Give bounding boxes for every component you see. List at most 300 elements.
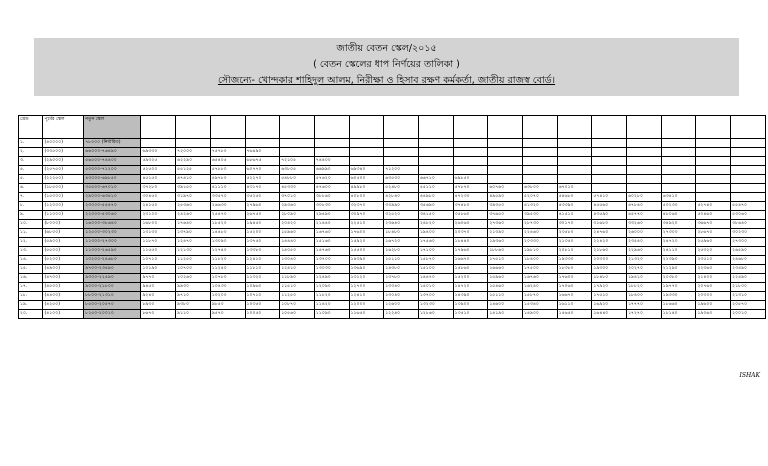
step-cell: ৪৫৩৩০: [280, 184, 315, 193]
step-cell: ১৩১২০: [349, 274, 384, 283]
grade-cell: ১৪.: [19, 256, 43, 265]
step-cell: ১১৮২০: [210, 256, 245, 265]
step-cell: ১১৮৭০: [141, 238, 176, 247]
step-cell: ২৬০৬০: [453, 220, 488, 229]
step-cell: ২৪৬৮০: [731, 256, 766, 265]
table-row: [19, 256, 766, 265]
step-cell: ১৬৮০০: [141, 220, 176, 229]
step-cell: ২১৪৪০: [314, 220, 349, 229]
old-scale-cell: (১৫০০০): [43, 193, 84, 202]
grade-cell: ১০.: [19, 220, 43, 229]
step-cell: ১৮৬৬০: [661, 301, 696, 310]
step-cell: ১৫৩৪০: [523, 301, 558, 310]
table-row: [19, 211, 766, 220]
step-cell: ১৫৪৬০: [488, 283, 523, 292]
grade-cell: ১৬.: [19, 274, 43, 283]
step-cell: ২৩৬৪০: [384, 220, 419, 229]
table-row: [19, 283, 766, 292]
step-cell: ১৯০৬০: [696, 310, 731, 319]
step-cell: ১৬২৮০: [384, 247, 419, 256]
old-scale-cell: (৪৯০০): [43, 265, 84, 274]
empty-cell: [592, 139, 627, 148]
step-cell: ২৬৫৯০: [731, 247, 766, 256]
step-cell: ৬৮৬৭৫: [245, 157, 280, 166]
step-cell: ১৭৫৬০: [418, 238, 453, 247]
step-cell: ৩২৫২০: [384, 211, 419, 220]
step-cell: ১৪৩৯০: [349, 256, 384, 265]
old-scale-cell: (১১০০০): [43, 211, 84, 220]
header-new-scale: নতুন স্কেল: [84, 116, 141, 139]
step-cell: ১৪০১০: [418, 283, 453, 292]
empty-cell: [627, 139, 662, 148]
step-cell: ১৮৪০০: [627, 292, 662, 301]
step-cell: ৩৩৫৭০: [210, 193, 245, 202]
step-cell: ৫৫১২৫: [176, 166, 211, 175]
step-cell: ১১৮৯০: [280, 274, 315, 283]
step-cell: ২৬০০০: [627, 229, 662, 238]
step-cell: ১৮৮৬০: [488, 247, 523, 256]
step-cell: ২২৪২০: [592, 238, 627, 247]
grade-cell: ২০.: [19, 310, 43, 319]
step-cell: ২০৩৩০: [523, 238, 558, 247]
step-cell: ২২৩৬০: [696, 265, 731, 274]
step-cell: ৫৭৪১০: [592, 193, 627, 202]
step-cell: ১৬৬৭০: [453, 256, 488, 265]
empty-cell: [523, 139, 558, 148]
step-cell: ১১৮১০: [245, 265, 280, 274]
empty-cell: [384, 148, 419, 157]
old-scale-cell: (১২০০০): [43, 202, 84, 211]
step-cell: ১৫৮৭০: [418, 256, 453, 265]
table-row: [19, 265, 766, 274]
empty-cell: [453, 166, 488, 175]
step-cell: ৩০৮৩০: [314, 202, 349, 211]
step-cell: ৫২২৭০: [245, 175, 280, 184]
new-scale-cell: ৮৫০০-২০৫৭০: [84, 301, 141, 310]
empty-cell: [627, 157, 662, 166]
step-cell: ১৯৬০০: [696, 301, 731, 310]
empty-cell: [418, 166, 453, 175]
new-scale-cell: ৭৮০০০ (নির্ধারিত): [84, 139, 141, 148]
empty-cell: [661, 157, 696, 166]
step-cell: ১৪৩৯০: [453, 292, 488, 301]
step-cell: ৪২৮৪০: [384, 193, 419, 202]
empty-cell: [349, 157, 384, 166]
grade-cell: ৫.: [19, 175, 43, 184]
step-cell: ৪৯৫৯০: [488, 193, 523, 202]
step-cell: ৩৫৮৬০: [453, 211, 488, 220]
new-scale-cell: ১৬০০০-৩৮৬৪০: [84, 220, 141, 229]
empty-cell: [592, 175, 627, 184]
step-cell: ১২০০০: [349, 301, 384, 310]
step-cell: ১৯৪১০: [627, 274, 662, 283]
step-cell: ১৪৭২০: [453, 283, 488, 292]
grade-cell: ৬.: [19, 184, 43, 193]
empty-cell: [627, 175, 662, 184]
document-subtitle: ( বেতন স্কেলের ধাপ নির্ণয়ের তালিকা ): [313, 59, 460, 70]
step-cell: ১৬৭৬০: [314, 229, 349, 238]
step-cell: ১৩০৪০: [280, 256, 315, 265]
step-cell: ১৮৪০০: [523, 256, 558, 265]
step-cell: ১৬৬৬০: [488, 265, 523, 274]
empty-cell: [696, 157, 731, 166]
step-cell: ১০৯৬০: [245, 283, 280, 292]
new-scale-cell: ১১৩০০-২৭৩০০: [84, 238, 141, 247]
old-scale-cell: (৫৫০০): [43, 247, 84, 256]
step-cell: ২৪১৫০: [141, 202, 176, 211]
table-row: [19, 310, 766, 319]
step-cell: ১৯৩৩০: [661, 292, 696, 301]
step-cell: ৪১৩২০: [523, 202, 558, 211]
step-cell: ১৩৫১০: [453, 310, 488, 319]
grade-cell: ৩.: [19, 157, 43, 166]
empty-cell: [731, 139, 766, 148]
step-cell: ৫৩০৬০: [731, 211, 766, 220]
empty-cell: [141, 139, 176, 148]
step-cell: ৩১৬৮০: [592, 220, 627, 229]
step-cell: ১৩৩৪০: [384, 283, 419, 292]
step-cell: ১৭৯২০: [592, 283, 627, 292]
old-scale-cell: (৫২০০): [43, 256, 84, 265]
step-cell: ১৭২৭০: [627, 310, 662, 319]
step-cell: ৭৫৭৮০: [210, 148, 245, 157]
step-cell: ২৩৫১০: [696, 256, 731, 265]
table-row: [19, 301, 766, 310]
empty-cell: [418, 139, 453, 148]
grade-cell: ১.: [19, 139, 43, 148]
empty-cell: [557, 148, 592, 157]
step-cell: ৪৩১৭০: [245, 184, 280, 193]
new-scale-cell: ৯৭০০-২৩৪৯০: [84, 265, 141, 274]
step-cell: ২১৪০০: [696, 274, 731, 283]
old-scale-cell: (১৮৫০০): [43, 184, 84, 193]
table-row: [19, 238, 766, 247]
empty-cell: [488, 139, 523, 148]
grade-cell: ৮.: [19, 202, 43, 211]
step-cell: ৭৪৪০০: [314, 157, 349, 166]
empty-cell: [731, 157, 766, 166]
table-row: [19, 247, 766, 256]
old-scale-cell: (৪২৫০): [43, 301, 84, 310]
step-cell: ৪৫৭৭০: [627, 211, 662, 220]
step-cell: ২০৮১০: [557, 247, 592, 256]
new-scale-cell: ৯৩০০-২২৪৯০: [84, 274, 141, 283]
step-cell: ১৫৫০০: [349, 247, 384, 256]
step-cell: ৯৪৫০: [141, 283, 176, 292]
step-cell: ২৮৬৭০: [696, 229, 731, 238]
step-cell: ১১৮২০: [314, 292, 349, 301]
empty-cell: [661, 184, 696, 193]
empty-cell: [557, 157, 592, 166]
step-cell: ৩৫২৫০: [245, 193, 280, 202]
step-cell: ১৪৪৭০: [418, 274, 453, 283]
empty-cell: [349, 148, 384, 157]
empty-cell: [592, 166, 627, 175]
step-cell: ১৫৯২০: [349, 238, 384, 247]
step-cell: ২০৪২০: [280, 220, 315, 229]
empty-cell: [696, 139, 731, 148]
new-scale-cell: ৯০০০-২১৮০০: [84, 283, 141, 292]
step-cell: ২০২৭০: [627, 265, 662, 274]
step-cell: ১৯৪৫০: [245, 220, 280, 229]
step-cell: ২৪১১০: [661, 247, 696, 256]
step-cell: ১৩০৯০: [210, 238, 245, 247]
step-cell: ২২৪৯০: [731, 274, 766, 283]
grade-cell: ৪.: [19, 166, 43, 175]
step-cell: ৫০২৩০: [661, 202, 696, 211]
step-cell: ৩০৯৭০: [349, 211, 384, 220]
empty-cell: [418, 148, 453, 157]
old-scale-cell: (৪১০০): [43, 310, 84, 319]
step-cell: ১৮১৪০: [661, 310, 696, 319]
new-scale-cell: ৮৮০০-২১৩১০: [84, 292, 141, 301]
step-cell: ৫২৪৮০: [384, 184, 419, 193]
step-cell: ১২৪১০: [280, 265, 315, 274]
step-cell: ৫৭৬২০: [314, 175, 349, 184]
empty-cell: [418, 157, 453, 166]
grade-cell: ১৩.: [19, 247, 43, 256]
empty-cell: [557, 166, 592, 175]
table-row: [19, 292, 766, 301]
old-scale-cell: (৬৮০০): [43, 229, 84, 238]
empty-cell: [627, 148, 662, 157]
step-cell: ১৯৭৭০: [661, 283, 696, 292]
old-scale-cell: (২৫৭৫০): [43, 166, 84, 175]
step-cell: ২৪৭২০: [661, 238, 696, 247]
step-cell: ৩৪৯২০: [661, 220, 696, 229]
header-grade: গ্রেড: [19, 116, 43, 139]
empty-cell: [314, 139, 349, 148]
step-cell: ২২৩৯০: [661, 256, 696, 265]
step-cell: ১৫৯৬০: [280, 229, 315, 238]
step-cell: ২০৫৭০: [731, 301, 766, 310]
step-cell: ৪১৫১০: [557, 211, 592, 220]
step-cell: ৯৭১০: [176, 292, 211, 301]
step-cell: ১১৬৫০: [349, 310, 384, 319]
step-cell: ৪৭২৩০: [453, 193, 488, 202]
step-cell: ২৫৪৭০: [210, 211, 245, 220]
empty-cell: [592, 184, 627, 193]
step-cell: ১১২৪০: [210, 265, 245, 274]
old-scale-cell: (৩৩৫০০): [43, 148, 84, 157]
step-cell: ১১৫৫০: [141, 247, 176, 256]
empty-cell: [523, 148, 558, 157]
step-cell: ৫৪৮৮০: [280, 175, 315, 184]
step-cell: ২৩১০০: [141, 211, 176, 220]
empty-cell: [280, 139, 315, 148]
step-cell: ৬০২৮০: [627, 193, 662, 202]
step-cell: ১৭৯৬০: [453, 247, 488, 256]
step-cell: ১০২০০: [210, 292, 245, 301]
step-cell: ১৪৭৬০: [314, 247, 349, 256]
empty-cell: [627, 166, 662, 175]
step-cell: ৫৪৬৮০: [557, 193, 592, 202]
step-cell: ২৫৩২০: [696, 247, 731, 256]
grade-cell: ২.: [19, 148, 43, 157]
grade-cell: ১৭.: [19, 283, 43, 292]
step-cell: ৪৭৮৪০: [627, 202, 662, 211]
old-scale-cell: (৪০০০০): [43, 139, 84, 148]
step-cell: ৪৫৫৬০: [592, 202, 627, 211]
grade-cell: ১৫.: [19, 265, 43, 274]
empty-cell: [488, 166, 523, 175]
table-row: [19, 193, 766, 202]
step-cell: ৪৫১৫০: [141, 175, 176, 184]
empty-cell: [488, 148, 523, 157]
table-row: [19, 166, 766, 175]
step-cell: ৪৩৩৯০: [557, 202, 592, 211]
step-cell: ১৫১১০: [384, 256, 419, 265]
step-cell: ১৩০৩০: [314, 265, 349, 274]
step-cell: ১৬৪৪০: [592, 310, 627, 319]
step-cell: ৮৬৭০: [141, 310, 176, 319]
step-cell: ৩৯১৫০: [176, 184, 211, 193]
step-cell: ১০৭০০: [176, 265, 211, 274]
step-cell: ১৯৩০০: [592, 265, 627, 274]
step-cell: ১৪৩৮০: [384, 265, 419, 274]
step-cell: ৬৩৮০০: [523, 184, 558, 193]
step-cell: ১৭৫১০: [592, 292, 627, 301]
old-scale-cell: (২৯০০০): [43, 157, 84, 166]
empty-cell: [557, 175, 592, 184]
step-cell: ১৮৫২০: [210, 220, 245, 229]
step-cell: ১৮৮২০: [627, 283, 662, 292]
step-cell: ১০৮৭০: [280, 301, 315, 310]
step-cell: ১৭৫১০: [488, 256, 523, 265]
step-cell: ২৭৩০০: [731, 238, 766, 247]
empty-cell: [384, 139, 419, 148]
old-scale-cell: (৫৯০০): [43, 238, 84, 247]
step-cell: ২০৩৮০: [661, 274, 696, 283]
new-scale-cell: ৫০০০০-৭১২০০: [84, 166, 141, 175]
empty-cell: [280, 148, 315, 157]
step-cell: ২০৭৬০: [696, 283, 731, 292]
step-cell: ১৬২৪০: [523, 283, 558, 292]
old-scale-cell: (৮০০০): [43, 220, 84, 229]
step-cell: ১৬৭৬০: [523, 274, 558, 283]
step-cell: ২০০১০: [731, 310, 766, 319]
step-cell: ৯২৪০: [141, 292, 176, 301]
step-cell: ১৬৬৭০: [557, 292, 592, 301]
empty-cell: [731, 175, 766, 184]
step-cell: ৪৪৯৮০: [418, 193, 453, 202]
empty-cell: [731, 184, 766, 193]
step-cell: ৯৩৮০: [176, 301, 211, 310]
step-cell: ১১২৫০: [176, 256, 211, 265]
grade-cell: ১৮.: [19, 292, 43, 301]
step-cell: ৬৩৪১০: [661, 193, 696, 202]
step-cell: ২৭৩৬০: [488, 220, 523, 229]
step-cell: ২৮০৯০: [280, 211, 315, 220]
empty-cell: [384, 157, 419, 166]
step-cell: ২৭৯৬০: [245, 202, 280, 211]
empty-cell: [453, 157, 488, 166]
step-cell: ২১৩২০: [627, 256, 662, 265]
step-cell: ১৭০৬০: [557, 283, 592, 292]
step-cell: ১৫৮৭০: [523, 292, 558, 301]
step-cell: ১৫১৬০: [314, 238, 349, 247]
step-cell: ১৬৭২০: [384, 238, 419, 247]
grade-cell: ১১.: [19, 229, 43, 238]
step-cell: ১০৫৬০: [280, 310, 315, 319]
empty-cell: [731, 166, 766, 175]
step-cell: ৯৯৩০: [176, 283, 211, 292]
step-cell: ১২৪১০: [245, 256, 280, 265]
step-cell: ১২৭৪০: [210, 247, 245, 256]
empty-cell: [696, 175, 731, 184]
step-cell: ৩৭২৮০: [141, 184, 176, 193]
step-cell: ৩০৪৫০: [141, 193, 176, 202]
step-cell: ৫০৪৬০: [696, 211, 731, 220]
step-cell: ১৪৪৪০: [280, 238, 315, 247]
step-cell: ৬৬৯৯০: [314, 166, 349, 175]
step-cell: ১০৪৩০: [210, 283, 245, 292]
step-cell: ১৩২৩০: [418, 301, 453, 310]
step-cell: ১২৭০০: [349, 283, 384, 292]
step-cell: ১৩৯০০: [453, 301, 488, 310]
step-cell: ৬৬৭১০: [418, 175, 453, 184]
empty-cell: [696, 193, 731, 202]
step-cell: ১০৭১০: [245, 292, 280, 301]
empty-cell: [488, 157, 523, 166]
step-cell: ১০১৯০: [141, 265, 176, 274]
step-cell: ১৩০৪০: [384, 292, 419, 301]
step-cell: ১২৪১০: [349, 292, 384, 301]
watermark-credit: ISHAK: [739, 372, 760, 379]
step-cell: ১৯৮১০: [523, 247, 558, 256]
step-cell: ৩৫৬৯০: [418, 202, 453, 211]
header-old-scale: পূর্বের স্কেল: [43, 116, 84, 139]
step-cell: ৩৮৬৪০: [731, 220, 766, 229]
empty-cell: [661, 148, 696, 157]
new-scale-cell: ৪৩০০০-৬৯৮৫০: [84, 175, 141, 184]
step-cell: ১০৭১০: [141, 256, 176, 265]
step-cell: ১৪৯০০: [523, 310, 558, 319]
step-cell: ১৬১১০: [557, 301, 592, 310]
new-scale-cell: ১১০০০-২৬৫৯০: [84, 247, 141, 256]
step-cell: ৩০১৭০: [557, 220, 592, 229]
step-cell: ২৬৬৩০: [210, 202, 245, 211]
new-scale-cell: ৮২৫০-২০০১০: [84, 310, 141, 319]
empty-cell: [176, 139, 211, 148]
step-cell: ২৬৭৫০: [245, 211, 280, 220]
step-cell: ৩৭৪৮০: [453, 202, 488, 211]
document-credit-line: সৌজন্যে- খোন্দকার শাহিদুল আলম, নিরীক্ষা ও হিসাব রক্ষণ কর্মকর্তা, জাতীয় রাজস্ব বোর্ড।: [217, 75, 556, 86]
step-cell: ১২৬০০: [384, 301, 419, 310]
step-cell: ১৭৬৪০: [176, 220, 211, 229]
step-cell: ১৭৬০০: [557, 274, 592, 283]
step-cell: ৯৮৫০: [210, 301, 245, 310]
table-row: [19, 274, 766, 283]
step-cell: ৮৯৩০: [141, 301, 176, 310]
step-cell: ২১৮০০: [731, 283, 766, 292]
step-cell: ২৭৩০০: [661, 229, 696, 238]
step-cell: ২২৯৬০: [627, 247, 662, 256]
new-scale-cell: ৫৬৫০০-৭৪৪০০: [84, 157, 141, 166]
step-cell: ১৫১০০: [418, 265, 453, 274]
step-cell: ৩৯৫৩০: [523, 211, 558, 220]
step-cell: ২৫৩৬০: [176, 202, 211, 211]
step-cell: ১৫২০০: [245, 229, 280, 238]
step-cell: ৬৯৩৪০: [349, 166, 384, 175]
step-cell: ১২৮৬০: [418, 310, 453, 319]
step-cell: ১৮৪৮০: [592, 274, 627, 283]
step-cell: ৩৭৬৫০: [488, 211, 523, 220]
step-cell: ১৪৬০০: [488, 301, 523, 310]
empty-cell: [349, 139, 384, 148]
step-cell: ৩২৩৭০: [349, 202, 384, 211]
step-cell: ১৩৭৯০: [176, 229, 211, 238]
